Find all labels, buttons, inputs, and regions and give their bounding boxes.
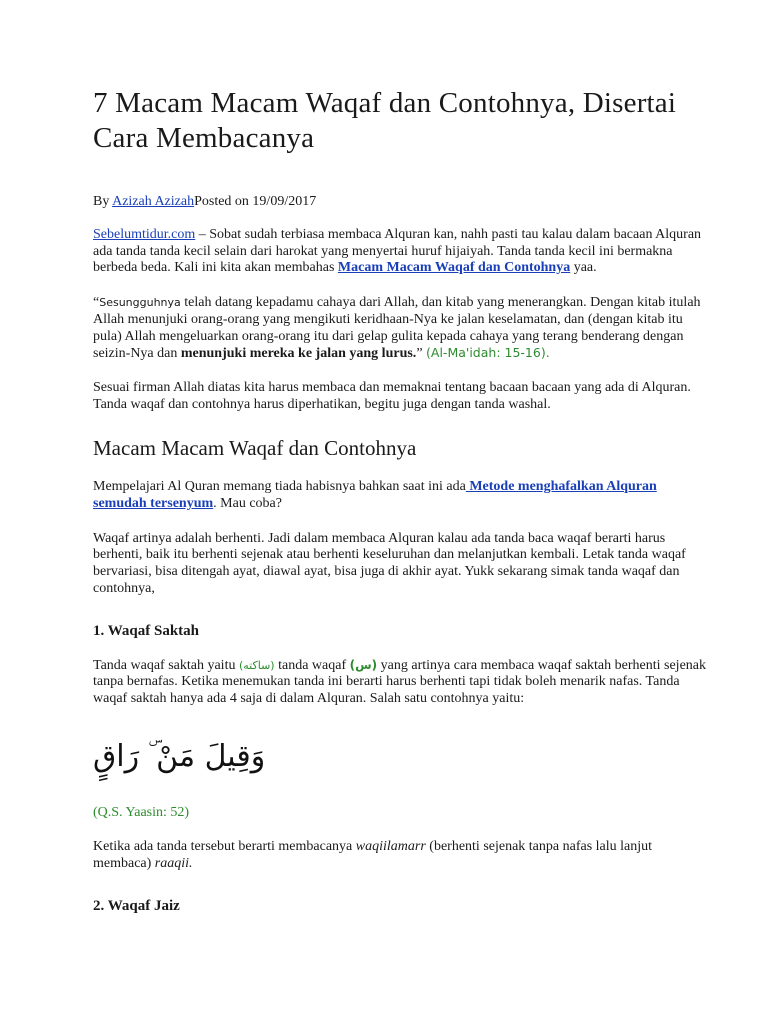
explain-text-1: Ketika ada tanda tersebut berarti membacanya — [93, 839, 356, 855]
explain-text-2: (berhenti sejenak tanpa nafas lalu lanjut membaca) — [93, 839, 653, 872]
subheading-waqaf-saktah: 1. Waqaf Saktah — [93, 622, 200, 639]
quote-source: (Al-Ma'idah: 15-16). — [426, 345, 550, 361]
saktah-text-1: Tanda waqaf saktah yaitu — [93, 657, 239, 673]
arabic-verse-block — [93, 732, 708, 792]
topic-link[interactable]: Macam Macam Waqaf dan Contohnya — [337, 260, 571, 276]
explain-italic-2: raaqii. — [154, 856, 193, 872]
quote-text: telah datang kepadamu cahaya dari Allah, dan kitab yang menerangkan. Dengan kitab itulah Allah menunjuki orang-orang yang mengikuti keridhaan-Nya ke jalan keselamatan, dan (dengan kitab itu pula) Allah mengeluarkan orang-orang itu dari gelap gulita kepada cahaya yang terang benderang dengan seizin-Nya dan — [93, 295, 701, 362]
intro-text-2: yaa. — [570, 260, 597, 276]
intro-paragraph — [93, 227, 708, 277]
saktah-explanation — [93, 839, 708, 872]
posted-date: Posted on 19/09/2017 — [194, 194, 317, 209]
quote-open: “ — [93, 295, 100, 311]
site-link[interactable]: Sebelumtidur.com — [93, 227, 196, 242]
paragraph-4 — [93, 479, 708, 512]
paragraph-3: Sesuai firman Allah diatas kita harus membaca dan memaknai tentang bacaan bacaan yang ada di Alquran. Tanda waqaf dan contohnya harus diperhatikan, begitu juga dengan tanda washal. — [93, 379, 691, 412]
saktah-arabic-mark: (س) — [349, 657, 378, 672]
quote-bold: menunjuki mereka ke jalan yang lurus. — [180, 346, 417, 362]
section-heading: Macam Macam Waqaf dan Contohnya — [93, 436, 417, 461]
byline-by: By — [93, 194, 113, 209]
saktah-paragraph — [93, 657, 708, 708]
saktah-text-3: yang artinya cara membaca waqaf saktah berhenti sejenak tanpa bernafas. Ketika menemukan tanda ini berarti harus berhenti tapi tidak boleh menarik nafas. Tanda waqaf saktah hanya ada 4 saja di dalam Alquran. Salah satu contohnya yaitu: — [93, 657, 706, 706]
article-title: 7 Macam Macam Waqaf dan Contohnya, Disertai Cara Membacanya — [93, 87, 677, 154]
verse-reference: (Q.S. Yaasin: 52) — [93, 804, 190, 820]
paragraph-5: Waqaf artinya adalah berhenti. Jadi dalam membaca Alquran kalau ada tanda baca waqaf berarti harus berhenti, baik itu berhenti sejenak atau berhenti keseluruhan dan melanjutkan kembali. Letak tanda waqaf bervariasi, bisa ditengah ayat, diawal ayat, bisa juga di akhir ayat. Yukk sekarang simak tanda waqaf dan contohnya, — [93, 530, 686, 596]
saktah-arabic-name: (ساكته) — [238, 658, 275, 672]
quote-paragraph — [93, 295, 708, 363]
byline — [93, 193, 708, 210]
intro-text-1: – Sobat sudah terbiasa membaca Alquran kan, nahh pasti tau kalau dalam bacaan Alquran ada tanda tanda kecil selain dari harokat yang menyertai huruf hijaiyah. Tanda tanda kecil ini bermakna berbeda beda. Kali ini kita akan membahas — [93, 227, 702, 276]
explain-italic-1: waqiilamarr — [355, 839, 426, 855]
method-link[interactable]: Metode menghafalkan Alquran semudah tersenyum — [93, 479, 657, 512]
quote-first-word: Sesungguhnya — [99, 296, 181, 310]
quote-close: ” — [416, 346, 427, 362]
author-link[interactable]: Azizah Azizah — [112, 194, 195, 209]
para4-text-1: Mempelajari Al Quran memang tiada habisnya bahkan saat ini ada — [93, 479, 466, 495]
saktah-text-2: tanda waqaf — [274, 657, 350, 673]
subheading-waqaf-jaiz: 2. Waqaf Jaiz — [93, 897, 180, 914]
para4-text-2: . Mau coba? — [213, 496, 282, 512]
arabic-verse: وَقِيلَ مَنْ ۜ رَاقٍ — [93, 738, 266, 774]
